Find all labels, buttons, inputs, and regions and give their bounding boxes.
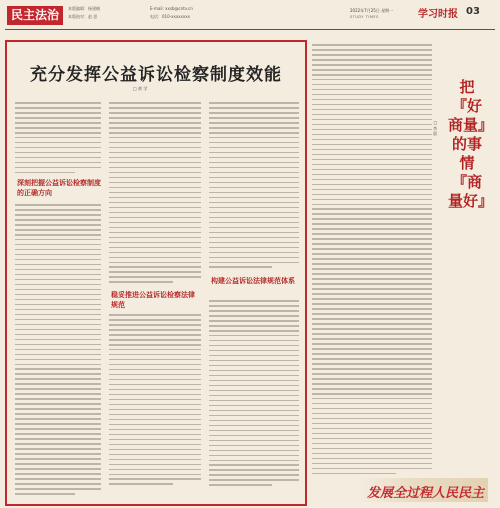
side-article-body	[312, 44, 432, 506]
text-column-1	[15, 102, 101, 177]
proof-line: 本版校对：赵 思	[68, 14, 98, 19]
article-byline: □ 黄 学	[133, 86, 148, 91]
article-title: 充分发挥公益诉讼检察制度效能	[30, 65, 282, 85]
text-column-2b	[109, 314, 201, 488]
issue-date: 2022年7月25日 星期一	[350, 8, 394, 13]
section-logo: 民主法治	[7, 6, 63, 25]
side-title-line-1: 把	[459, 78, 475, 96]
header-rule	[5, 29, 495, 30]
text-column-1b	[15, 204, 101, 498]
side-article-title	[448, 78, 494, 211]
page-header	[0, 0, 500, 28]
text-column-3	[209, 102, 299, 271]
editor-line: 本版编辑：杨建楠	[68, 6, 100, 11]
page-number: 03	[466, 6, 480, 17]
section-heading-3: 构建公益诉讼法律规范体系	[211, 277, 295, 285]
side-title-line-2: 『好商量』	[448, 97, 494, 134]
paper-subtitle: STUDY TIMES	[350, 15, 379, 19]
side-article-byline: □ 李 晨	[433, 120, 438, 136]
main-article	[5, 40, 307, 506]
banner-text: 发展全过程人民民主	[366, 486, 484, 501]
side-title-line-3: 的事情	[451, 135, 482, 172]
side-title-line-4: 『商量好』	[448, 173, 494, 210]
paper-name: 学习时报	[418, 9, 458, 20]
section-heading-1: 深刻把握公益诉讼检察制度的正确方向	[17, 179, 101, 197]
email-line: E-mail: xxsb@cntv.cn	[150, 6, 193, 11]
text-column-2	[109, 102, 201, 286]
section-heading-2: 稳妥推进公益诉讼检察法律规范	[111, 291, 195, 309]
phone-line: 电话：010-xxxxxxxx	[150, 14, 191, 19]
column-banner	[360, 478, 488, 502]
text-column-3b	[209, 300, 299, 489]
